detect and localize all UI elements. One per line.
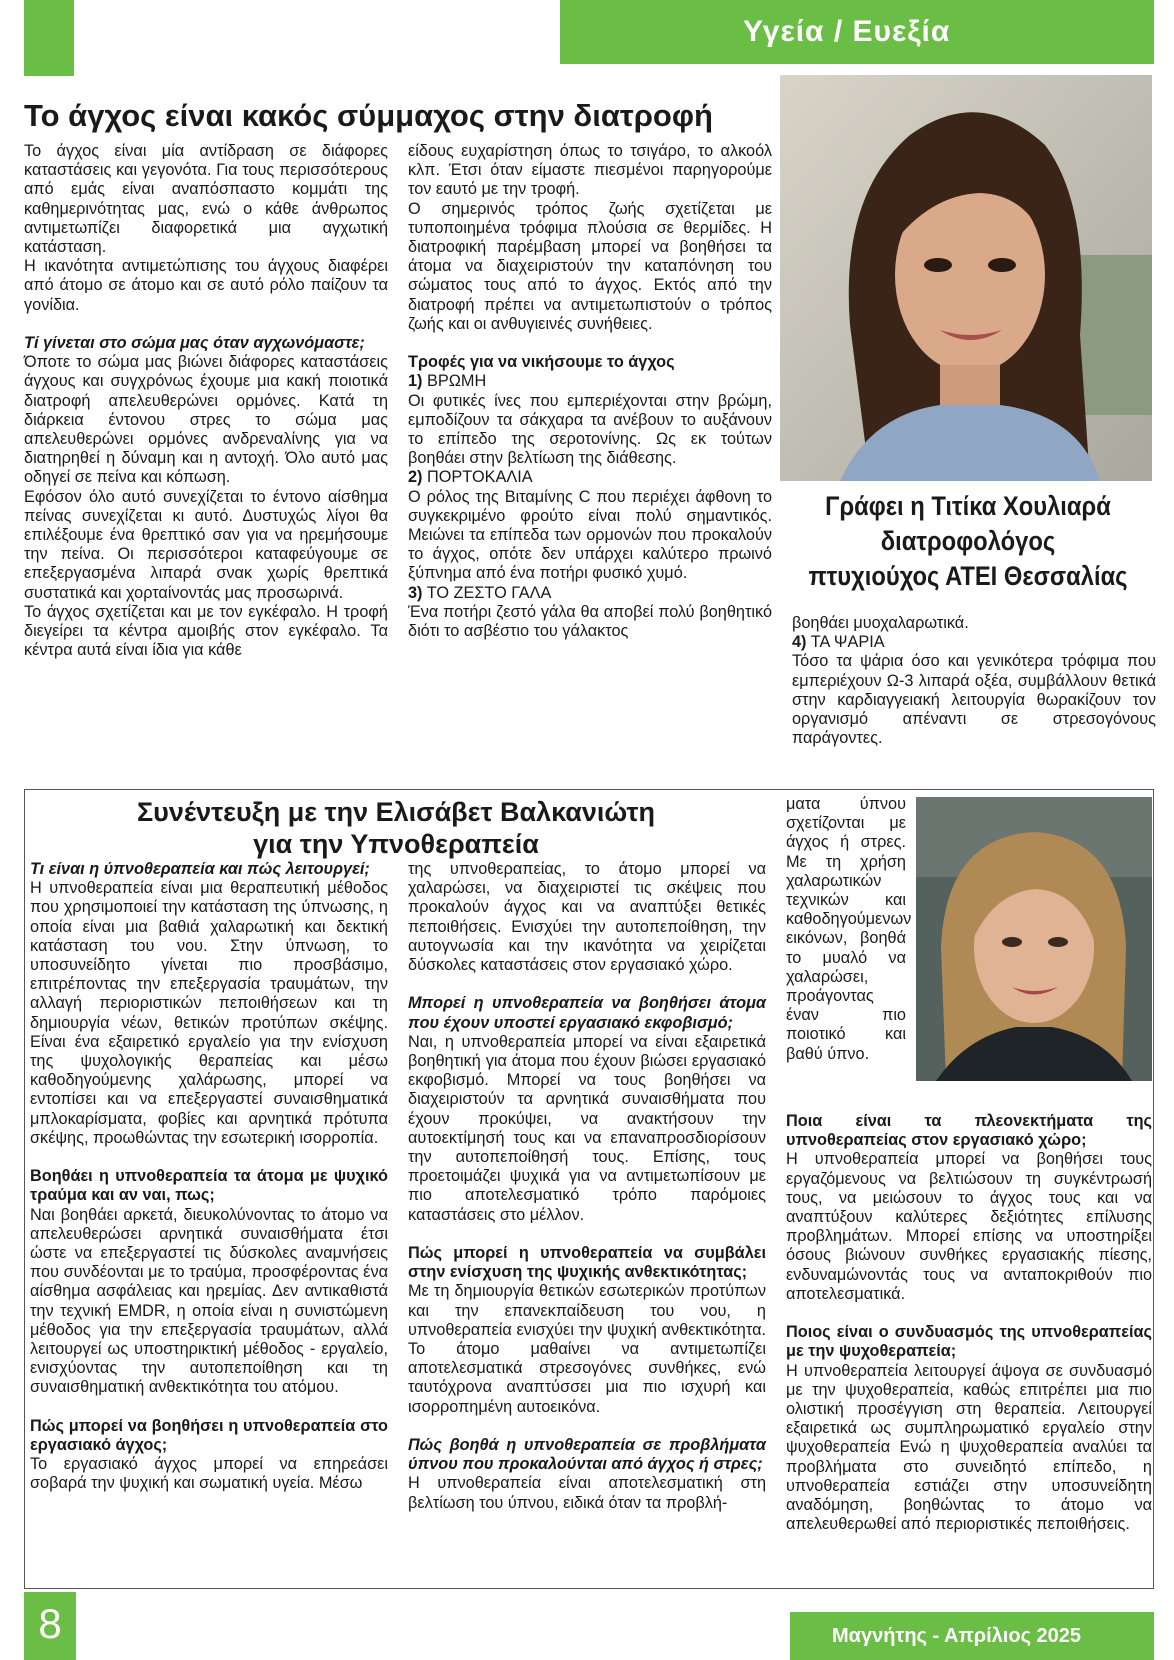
paragraph bbox=[792, 633, 1156, 652]
section-banner bbox=[560, 0, 1154, 64]
item-label: ΠΟΡΤΟΚΑΛΙΑ bbox=[422, 468, 533, 487]
section-question: Πώς βοηθά η υπνοθεραπεία σε προβλήματα ύπνου που προκαλούνται από άγχος ή στρες; bbox=[408, 1436, 766, 1474]
item-label: ΤΑ ΨΑΡΙΑ bbox=[806, 633, 885, 652]
paragraph-spacer bbox=[408, 1225, 766, 1244]
section-question: Πώς μπορεί να βοηθήσει η υπνοθεραπεία στο εργασιακό άγχος; bbox=[30, 1416, 388, 1455]
interview-column-3-top bbox=[786, 795, 912, 1064]
paragraph: Εφόσον όλο αυτό συνεχίζεται το έντονο αίσθημα πείνας συνεχίζεται κι αυτό. Δυστυχώς λίγοι θα επιλέξουμε ένα θρεπτικό σαν για να ηρεμήσουμε την πείνα. Οι περισσότεροι καταφεύγουμε σε επεξεργασμένα λιπαρά σνακ χωρίς θρεπτικά συστατικά και χορταίνοντάς μας προσωρινά. bbox=[24, 487, 388, 602]
paragraph: Ναι, η υπνοθεραπεία μπορεί να είναι εξαιρετικά βοηθητική για άτομα που έχουν βιώσει εργασιακό εκφοβισμό. Μπορεί να τους βοηθήσει να διαχειριστούν τα αρνητικά συναισθήματα που έχουν προκύψει, να ανακτήσουν την αυτοεκτίμησή τους και να επαναπροσδιορίσουν την αυτοπεποίθησή τους. Επίσης, τους προετοιμάζει ψυχικά για να αντιμετωπίσουν με πιο αποτελεσματικό τρόπο παρόμοιες καταστάσεις στο μέλλον. bbox=[408, 1032, 766, 1224]
byline-line-3: πτυχιούχος ΑΤΕΙ Θεσσαλίας bbox=[808, 561, 1128, 591]
section-question: Τί γίνεται στο σώμα μας όταν αγχωνόμαστε; bbox=[24, 334, 365, 353]
interview-column-1 bbox=[30, 860, 388, 1494]
page-number-box bbox=[24, 1592, 76, 1660]
paragraph: βοηθάει μυοχαλαρωτικά. bbox=[792, 614, 969, 632]
section-question: Μπορεί η υπνοθεραπεία να βοηθήσει άτομα που έχουν υποστεί εργασιακό εκφοβισμό; bbox=[408, 994, 766, 1032]
interview-title-line-1: Συνέντευξη με την Ελισάβετ Βαλκανιώτη bbox=[136, 797, 656, 827]
paragraph-spacer bbox=[24, 315, 388, 334]
paragraph-spacer bbox=[408, 1417, 766, 1436]
paragraph: Το άγχος σχετίζεται και με τον εγκέφαλο. Η τροφή διεγείρει τα κέντρα αμοιβής στον εγκέφαλο. Τα κέντρα αυτά είναι ίδια για κάθε bbox=[24, 602, 388, 660]
footer-banner bbox=[790, 1612, 1154, 1660]
paragraph: Η υπνοθεραπεία είναι αποτελεσματική στη βελτίωση του ύπνου, ειδικά όταν τα προβλή- bbox=[408, 1474, 766, 1512]
article-title: Το άγχος είναι κακός σύμμαχος στην διατροφή bbox=[24, 98, 713, 133]
paragraph: Όποτε το σώμα μας βιώνει διάφορες καταστάσεις άγχους και συγχρόνως έχουμε μια κακή ποιοτικά διατροφή απελευθερώνει ορμόνες. Κατά τη διάρκεια έντονου στρες το σώμα μας απελευθερώνει ορμόνες ανδρεναλίνης για να διατηρηθεί η δύναμη και η αντοχή. Όλο αυτό μας οδηγεί σε πείνα και κόπωση. bbox=[24, 353, 388, 487]
item-number: 3) bbox=[408, 583, 423, 602]
paragraph: Η ικανότητα αντιμετώπισης του άγχους διαφέρει από άτομο σε άτομο και σε αυτό ρόλο παίζουν τα γονίδια. bbox=[24, 257, 388, 314]
page-number: 8 bbox=[38, 1600, 62, 1647]
section-question: Πώς μπορεί η υπνοθεραπεία να συμβάλει στην ενίσχυση της ψυχικής ανθεκτικότητας; bbox=[408, 1244, 766, 1282]
paragraph: Η υπνοθεραπεία είναι μια θεραπευτική μέθοδος που χρησιμοποιεί την κατάσταση της ύπνωσης, η οποία είναι μια βαθιά χαλαρωτική και δεκτική κατάσταση του νου. Στην ύπνωση, το υποσυνείδητο γίνεται πιο προσβάσιμο, επιτρέποντας την επεξεργασία τραυμάτων, την αλλαγή περιοριστικών πεποιθήσεων και τη δημιουργία νέων, θετικών προτύπων σκέψης. Είναι ένα εξαιρετικό εργαλείο για την ενίσχυση της ψυχολογικής θεραπείας και μέσω καθοδηγούμενης χαλάρωσης, μπορεί να εντοπίσει και να επεξεργαστεί συναισθηματικά μπλοκαρίσματα, φοβίες και αρνητικά πρότυπα σκέψης, προωθώντας την εσωτερική ισορροπία. bbox=[30, 879, 388, 1147]
section-question: Ποια είναι τα πλεονεκτήματα της υπνοθεραπείας στον εργασιακό χώρο; bbox=[786, 1112, 1152, 1150]
section-question: Τι είναι η ύπνοθεραπεία και πώς λειτουργεί; bbox=[30, 860, 370, 878]
paragraph: Η υπνοθεραπεία λειτουργεί άψογα σε συνδυασμό με την ψυχοθεραπεία, καθώς επιτρέπει μια πιο ολιστική προσέγγιση στη θεραπεία. Λειτουργεί εξαιρετικά ως συμπληρωματικό εργαλείο στην ψυχοθεραπεία Ενώ η ψυχοθεραπεία αναλύει τα προβλήματα στο συνειδητό επίπεδο, η υπνοθεραπεία εστιάζει στην υποσυνείδητη αναδόμηση, βοηθώντας το άτομο να απελευθερωθεί από περιοριστικές πεποιθήσεις. bbox=[786, 1361, 1152, 1534]
article-column-3 bbox=[792, 614, 1156, 748]
paragraph: Ο ρόλος της Βιταμίνης C που περιέχει άφθονη το συγκεκριμένο φρούτο είναι πολύ σημαντικός. Μειώνει τα επίπεδα των ορμονών που προκαλούν το άγχος, οπότε δεν υπάρχει καλύτερο πρωινό ξύπνημα από ένα ποτήρι φυσικό χυμό. bbox=[408, 487, 772, 583]
paragraph bbox=[408, 584, 772, 603]
author-byline bbox=[804, 489, 1131, 594]
paragraph bbox=[408, 372, 772, 391]
paragraph-spacer bbox=[408, 975, 766, 994]
paragraph-spacer bbox=[30, 1398, 388, 1417]
section-question: Τροφές για να νικήσουμε το άγχος bbox=[408, 353, 675, 372]
paragraph: ματα ύπνου σχετίζονται με άγχος ή στρες. Με τη χρήση χαλαρωτικών τεχνικών και καθοδηγούμενων εικόνων, βοηθά το μυαλό να χαλαρώσει, προάγοντας έναν πιο ποιοτικό και βαθύ ύπνο. bbox=[786, 795, 912, 1063]
paragraph: Με τη δημιουργία θετικών εσωτερικών προτύπων και την επανεκπαίδευση του νου, η υπνοθεραπεία ενισχύει την ψυχική ανθεκτικότητα. Το άτομο μαθαίνει να αντιμετωπίζει αποτελεσματικά στρεσογόνες συνθήκες, ενώ ταυτόχρονα αναπτύσσει μια πιο ισχυρή και ισορροπημένη αυτοεικόνα. bbox=[408, 1282, 766, 1416]
paragraph-spacer bbox=[30, 1148, 388, 1167]
paragraph: Το εργασιακό άγχος μπορεί να επηρεάσει σοβαρά την ψυχική και σωματική υγεία. Μέσω bbox=[30, 1455, 388, 1493]
item-number: 1) bbox=[408, 372, 423, 391]
paragraph: Η υπνοθεραπεία μπορεί να βοηθήσει τους εργαζόμενους να βελτιώσουν τη συγκέντρωσή τους, να μειώσουν το άγχος τους και να αναπτύξουν καλύτερες δεξιότητες επίλυσης προβλημάτων. Μπορεί επίσης να υποστηρίξει όσους βιώνουν συνθήκες εργασιακής πίεσης, ενδυναμώνοντάς τους να ανταποκριθούν πιο αποτελεσματικά. bbox=[786, 1150, 1152, 1303]
paragraph: Ναι βοηθάει αρκετά, διευκολύνοντας το άτομο να απελευθερώσει αρνητικά συναισθήματα έτσι ώστε να επεξεργαστεί τις δύσκολες αναμνήσεις που συνδέονται με το τραύμα, προσφέροντας ένα αίσθημα ασφάλειας και ηρεμίας. Δεν αντικαθιστά την τεχνική EMDR, η οποία είναι η συνιστώμενη μέθοδος για την επεξεργασία τραυμάτων, αλλά λειτουργεί ως υποστηρικτική μέθοδος - εργαλείο, ενισχύοντας την αυτοπεποίθηση και τη συναισθηματική ανθεκτικότητα του ατόμου. bbox=[30, 1205, 388, 1397]
paragraph: Το άγχος είναι μία αντίδραση σε διάφορες καταστάσεις και γεγονότα. Για τους περισσότερους από εμάς είναι αναπόσπαστο κομμάτι της καθημερινότητας μας, ενώ ο κάθε άνθρωπος αντιμετωπίζει διαφορετικά μια αγχωτική κατάσταση. bbox=[24, 142, 388, 257]
paragraph: Τόσο τα ψάρια όσο και γενικότερα τρόφιμα που εμπεριέχουν Ω-3 λιπαρά οξέα, συμβάλλουν θετικά στην καρδιαγγειακή λειτουργία θωρακίζουν τον οργανισμό απέναντι σε στρεσογόνους παράγοντες. bbox=[792, 652, 1156, 748]
interview-title bbox=[36, 796, 756, 860]
paragraph bbox=[408, 468, 772, 487]
paragraph-spacer bbox=[408, 334, 772, 353]
paragraph: είδους ευχαρίστηση όπως το τσιγάρο, το αλκοόλ κλπ. Έτσι όταν είμαστε πιεσμένοι παρηγορούμε τον εαυτό με την τροφή. bbox=[408, 142, 772, 199]
interview-column-3 bbox=[786, 1112, 1152, 1534]
section-question: Ποιος είναι ο συνδυασμός της υπνοθεραπείας με την ψυχοθεραπεία; bbox=[786, 1323, 1152, 1361]
publication-info: Μαγνήτης - Απρίλιος 2025 bbox=[832, 1624, 1082, 1647]
interviewee-photo-illustration bbox=[916, 797, 1152, 1081]
top-left-accent-block bbox=[24, 0, 74, 76]
author-photo bbox=[780, 75, 1152, 481]
item-label: ΒΡΩΜΗ bbox=[422, 372, 487, 391]
section-title: Υγεία / Ευεξία bbox=[743, 15, 951, 48]
paragraph: της υπνοθεραπείας, το άτομο μπορεί να χαλαρώσει, να διαχειριστεί τις σκέψεις που προκαλούν άγχος και να αναπτύξει θετικές πεποιθήσεις. Ενισχύει την αυτοπεποίθηση, την αυτογνωσία και την ικανότητα να χειρίζεται δύσκολες καταστάσεις στον εργασιακό χώρο. bbox=[408, 860, 766, 975]
paragraph-spacer bbox=[786, 1304, 1152, 1323]
byline-line-2: διατροφολόγος bbox=[880, 526, 1056, 556]
paragraph: Ένα ποτήρι ζεστό γάλα θα αποβεί πολύ βοηθητικό διότι το ασβέστιο του γάλακτος bbox=[408, 602, 772, 641]
byline-line-1: Γράφει η Τιτίκα Χουλιαρά bbox=[825, 491, 1111, 521]
paragraph: Οι φυτικές ίνες που εμπεριέχονται στην βρώμη, εμποδίζουν τα σάκχαρα τα ανέβουν το αυξάνουν το επίπεδο της σεροτονίνης. Ως εκ τούτων βοηθάει στην βελτίωση της διάθεσης. bbox=[408, 391, 772, 468]
article-column-1 bbox=[24, 142, 388, 660]
interview-column-2 bbox=[408, 860, 766, 1513]
item-label: ΤΟ ΖΕΣΤΟ ΓΑΛΑ bbox=[422, 583, 552, 602]
item-number: 2) bbox=[408, 468, 423, 487]
item-number: 4) bbox=[792, 633, 807, 652]
interviewee-photo bbox=[916, 797, 1152, 1081]
section-question: Βοηθάει η υπνοθεραπεία τα άτομα με ψυχικό τραύμα και αν ναι, πως; bbox=[30, 1167, 388, 1205]
article-column-2 bbox=[408, 142, 772, 641]
paragraph: Ο σημερινός τρόπος ζωής σχετίζεται με τυποποιημένα τρόφιμα πλούσια σε θερμίδες. Η διατροφική παρέμβαση μπορεί να βοηθήσει τα άτομα να διαχειριστούν την καταπόνηση του σώματος τους από το άγχος. Εκτός από την διατροφή πρέπει να αντιμετωπιστούν ο τρόπος ζωής και οι ανθυγιεινές συνήθειες. bbox=[408, 199, 772, 333]
interview-title-line-2: για την Υπνοθεραπεία bbox=[253, 829, 539, 859]
author-photo-illustration bbox=[780, 75, 1152, 481]
